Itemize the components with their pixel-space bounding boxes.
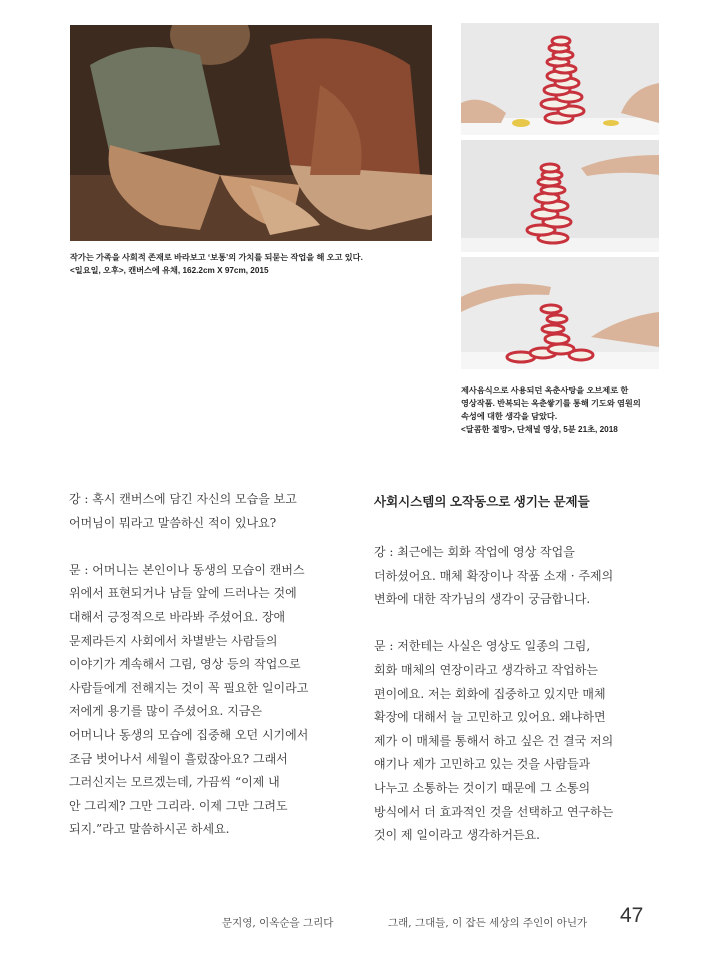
answer-line: 회화 매체의 연장이라고 생각하고 작업하는	[374, 662, 598, 677]
painting-image	[70, 25, 432, 241]
answer-line: 어머니나 동생의 모습에 집중해 오던 시기에서	[69, 727, 309, 742]
painting-illustration	[70, 25, 432, 241]
question-line: 강 : 혹시 캔버스에 담긴 자신의 모습을 보고	[69, 492, 297, 506]
answer-line: 확장에 대해서 늘 고민하고 있어요. 왜냐하면	[374, 710, 606, 725]
question-line: 어머님이 뭐라고 말씀하신 적이 있나요?	[69, 515, 277, 530]
answer-line: 사람들에게 전해지는 것이 꼭 필요한 일이라고	[69, 680, 309, 695]
right-column	[374, 541, 613, 848]
painting-caption	[70, 251, 363, 277]
footer-article-title: 문지영, 이옥순을 그리다	[222, 917, 334, 929]
answer-line: 안 그리제? 그만 그리라. 이제 그만 그려도	[69, 798, 288, 813]
answer-line: 것이 제 일이라고 생각하거든요.	[374, 828, 540, 843]
answer-line: 편이에요. 저는 회화에 집중하고 있지만 매체	[374, 686, 606, 701]
video-caption-line: 속성에 대한 생각을 담았다.	[461, 412, 558, 421]
video-caption	[461, 384, 641, 436]
answer-line: 나누고 소통하는 것이기 때문에 그 소통의	[374, 780, 591, 795]
left-column	[69, 488, 308, 842]
answer-line: 문 : 저한테는 사실은 영상도 일종의 그림,	[374, 639, 591, 654]
question-line: 변화에 대한 작가님의 생각이 궁금합니다.	[374, 592, 591, 607]
answer-line: 문제라든지 사회에서 차별받는 사람들의	[69, 633, 278, 648]
question-line: 더하셨어요. 매체 확장이나 작품 소재 · 주제의	[374, 568, 614, 583]
video-caption-line: 제사음식으로 사용되던 옥춘사탕을 오브제로 한	[461, 386, 629, 395]
question-line: 강 : 최근에는 회화 작업에 영상 작업을	[374, 545, 575, 559]
painting-caption-line: 작가는 가족을 사회적 존재로 바라보고 ‘보통’의 가치를 되묻는 작업을 해 오고 있다.	[70, 253, 363, 262]
painting-caption-line: <일요일, 오후>, 캔버스에 유채, 162.2cm X 97cm, 2015	[70, 266, 269, 275]
answer-line: 조금 벗어나서 세월이 흘렀잖아요? 그래서	[69, 751, 288, 766]
video-still-3	[461, 257, 659, 369]
answer-line: 얘기나 제가 고민하고 있는 것을 사람들과	[374, 757, 591, 772]
answer-line: 그러신지는 모르겠는데, 가끔씩 “이제 내	[69, 775, 280, 790]
answer-line: 저에게 용기를 많이 주셨어요. 지금은	[69, 704, 262, 719]
video-caption-line: 영상작품. 반복되는 옥춘쌓기를 통해 기도와 염원의	[461, 399, 641, 408]
candy-tower-image	[461, 23, 659, 135]
answer-line: 위에서 표현되거나 남들 앞에 드러나는 것에	[69, 586, 297, 601]
answer-line: 이야기가 계속해서 그림, 영상 등의 작업으로	[69, 657, 301, 672]
answer-line: 방식에서 더 효과적인 것을 선택하고 연구하는	[374, 804, 614, 819]
video-still-1	[461, 23, 659, 135]
answer-line: 제가 이 매체를 통해서 하고 싶은 건 결국 저의	[374, 733, 614, 748]
section-heading: 사회시스템의 오작동으로 생기는 문제들	[374, 495, 590, 509]
candy-tower-image	[461, 257, 659, 369]
answer-line: 대해서 긍정적으로 바라봐 주셨어요. 장애	[69, 609, 286, 624]
answer-line: 되지.”라고 말씀하시곤 하세요.	[69, 822, 230, 837]
footer-section-title: 그래, 그대들, 이 잡든 세상의 주인이 아닌가	[388, 917, 588, 929]
candy-tower-image	[461, 140, 659, 252]
video-still-2	[461, 140, 659, 252]
page-number: 47	[620, 904, 644, 927]
answer-line: 문 : 어머니는 본인이나 동생의 모습이 캔버스	[69, 562, 305, 577]
video-caption-line: <달콤한 절망>, 단채널 영상, 5분 21초, 2018	[461, 425, 618, 434]
